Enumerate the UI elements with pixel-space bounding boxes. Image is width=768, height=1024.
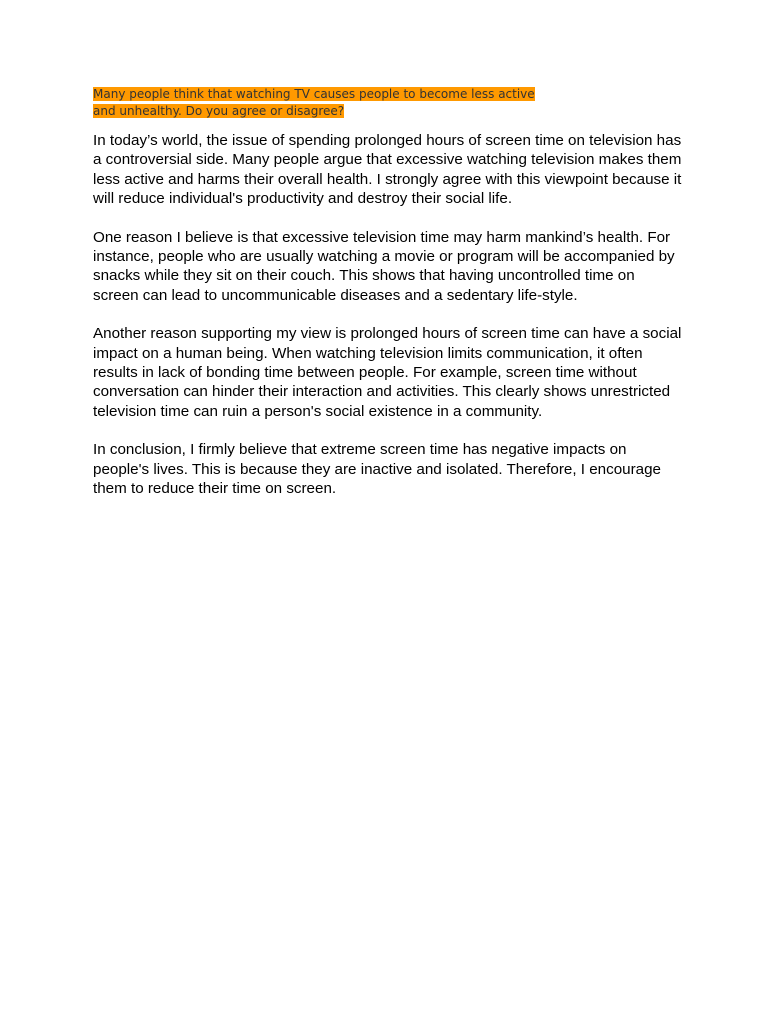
essay-prompt	[93, 86, 683, 120]
document-page	[93, 86, 683, 518]
paragraph-conclusion: In conclusion, I firmly believe that extreme screen time has negative impacts on people's lives. This is because they are inactive and isolated. Therefore, I encourage them to reduce their time on screen.	[93, 441, 661, 498]
prompt-line-2: and unhealthy. Do you agree or disagree?	[93, 104, 345, 118]
paragraph-introduction: In today’s world, the issue of spending prolonged hours of screen time on television has a controversial side. Many people argue that excessive watching television makes them less active and harms their overall health. I strongly agree with this viewpoint because it will reduce individual's productivity and destroy their social life.	[93, 132, 682, 208]
paragraph-body-1: One reason I believe is that excessive television time may harm mankind’s health. For instance, people who are usually watching a movie or program will be accompanied by snacks while they sit on their couch. This shows that having uncontrolled time on screen can lead to uncommunicable diseases and a sedentary life-style.	[93, 228, 675, 304]
prompt-line-1: Many people think that watching TV causes people to become less active	[93, 87, 535, 101]
paragraph-body-2: Another reason supporting my view is prolonged hours of screen time can have a social impact on a human being. When watching television limits communication, it often results in lack of bonding time between people. For example, screen time without conversation can hinder their interaction and activities. This clearly shows unrestricted television time can ruin a person's social existence in a community.	[93, 325, 682, 420]
